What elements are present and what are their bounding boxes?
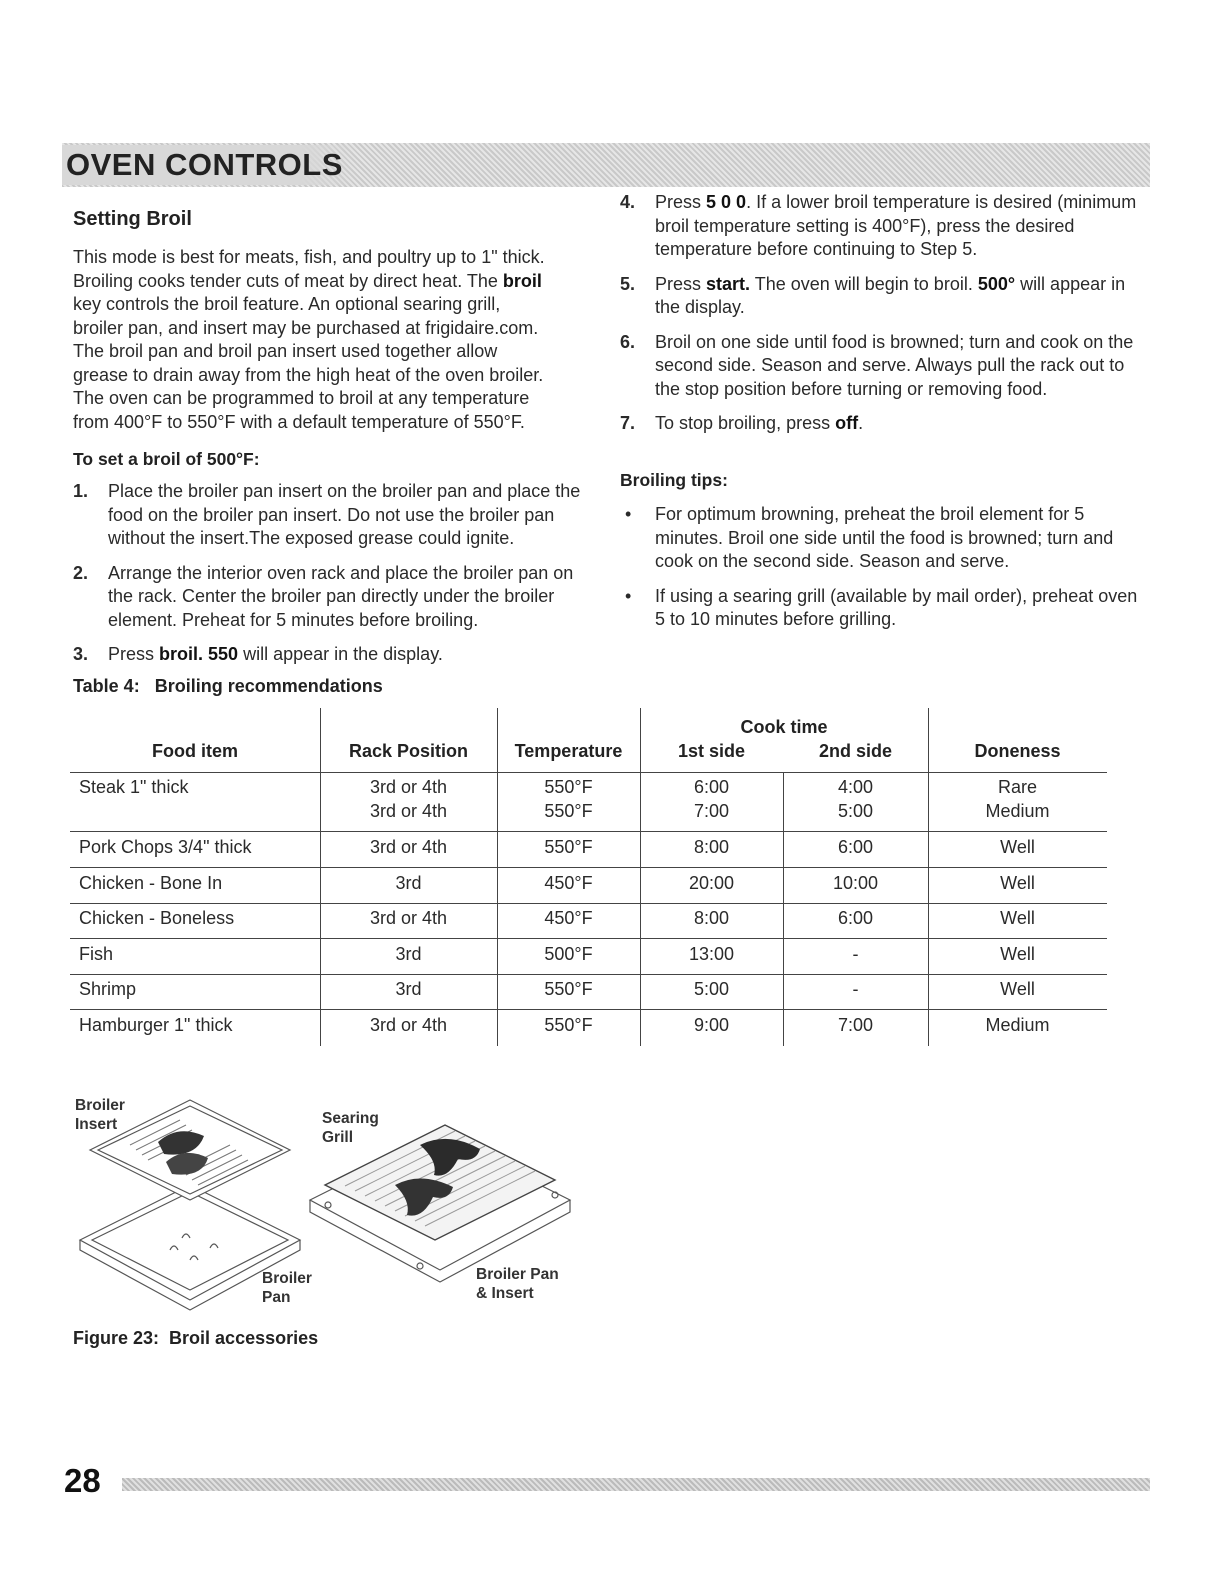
first-side-cell: 20:00 — [688, 873, 735, 893]
header-first-side: 1st side — [677, 741, 746, 761]
rack-cell: 3rd — [395, 873, 422, 893]
rack-cell: 3rd or 4th 3rd or 4th — [369, 777, 448, 821]
tip-item: • If using a searing grill (available by mail order), preheat oven 5 to 10 minutes before grilling. — [620, 585, 1145, 632]
first-side-cell: 9:00 — [693, 1015, 730, 1035]
rack-cell: 3rd — [395, 944, 422, 964]
row-divider — [70, 772, 1107, 773]
food-item-cell: Shrimp — [79, 979, 137, 999]
step-4: 4. Press 5 0 0. If a lower broil temperature is desired (minimum broil temperature setting is 400°F), press the desired temperature before continuing to Step 5. — [620, 192, 1137, 259]
intro-line: key controls the broil feature. An optional searing grill, — [73, 294, 501, 314]
intro-line: This mode is best for meats, fish, and poultry up to 1" thick. — [73, 247, 545, 267]
step-7: 7. To stop broiling, press off. — [620, 413, 864, 433]
page-number: 28 — [64, 1462, 101, 1499]
left-steps — [73, 480, 598, 667]
doneness-cell: Rare Medium — [985, 777, 1050, 821]
header-doneness: Doneness — [974, 741, 1061, 761]
second-side-cell: 7:00 — [837, 1015, 874, 1035]
first-side-cell: 8:00 — [693, 837, 730, 857]
label-broiler-insert: Broiler Insert — [75, 1097, 125, 1133]
intro-line: The broil pan and broil pan insert used together allow — [73, 341, 498, 361]
intro-paragraph — [73, 246, 598, 434]
first-side-cell: 6:00 7:00 — [693, 777, 730, 821]
first-side-cell: 8:00 — [693, 908, 730, 928]
label-broiler-pan: Broiler Pan — [262, 1270, 312, 1306]
step-3: 3. Press broil. 550 will appear in the display. — [73, 644, 443, 664]
row-divider — [70, 938, 1107, 939]
temp-cell: 550°F — [544, 1015, 593, 1035]
second-side-cell: - — [852, 979, 859, 999]
doneness-cell: Well — [1000, 837, 1035, 857]
second-side-cell: 4:00 5:00 — [837, 777, 874, 821]
broil-key-bold: broil — [502, 270, 542, 291]
label-searing-grill: Searing Grill — [322, 1110, 379, 1146]
food-item-cell: Chicken - Bone In — [79, 873, 223, 893]
row-divider — [70, 867, 1107, 868]
step-1: 1. Place the broiler pan insert on the broiler pan and place the food on the broiler pan insert. Do not use the broiler pan without the insert.The exposed grease could ignite. — [73, 481, 581, 548]
right-steps — [620, 191, 1145, 436]
intro-line: from 400°F to 550°F with a default temperature of 550°F. — [73, 411, 525, 432]
intro-line: Broiling cooks tender cuts of meat by direct heat. The broil — [73, 270, 542, 291]
section-title: OVEN CONTROLS — [62, 145, 359, 185]
header-food-item: Food item — [152, 741, 238, 761]
label-broiler-pan-insert: Broiler Pan & Insert — [476, 1266, 559, 1302]
intro-line: broiler pan, and insert may be purchased at frigidaire.com. — [73, 317, 539, 338]
second-side-cell: 10:00 — [832, 873, 879, 893]
second-side-cell: 6:00 — [837, 837, 874, 857]
tip-item: • For optimum browning, preheat the broil element for 5 minutes. Broil one side until the food is browned; turn and cook on the second side. Season and serve. — [620, 503, 1145, 574]
rack-cell: 3rd — [395, 979, 422, 999]
temp-cell: 550°F — [544, 979, 593, 999]
cook-time-header: Cook time — [740, 717, 828, 737]
temp-cell: 550°F 550°F — [544, 777, 593, 821]
food-item-cell: Fish — [79, 944, 114, 964]
steps-subheading: To set a broil of 500°F: — [73, 449, 260, 469]
step-6: 6. Broil on one side until food is browned; turn and cook on the second side. Season and serve. Always pull the rack out to the stop position before turning or removing food. — [620, 331, 1134, 399]
first-side-cell: 13:00 — [688, 944, 735, 964]
header-rack-position: Rack Position — [348, 741, 469, 761]
temp-cell: 450°F — [544, 873, 593, 893]
footer-bar — [122, 1478, 1150, 1491]
temp-cell: 500°F — [544, 944, 593, 964]
tips-list — [620, 503, 1145, 632]
second-side-cell: - — [852, 944, 859, 964]
section-header-bar — [62, 143, 1150, 187]
food-item-cell: Chicken - Boneless — [79, 908, 235, 928]
header-second-side: 2nd side — [818, 741, 893, 761]
temp-cell: 550°F — [544, 837, 593, 857]
first-side-cell: 5:00 — [693, 979, 730, 999]
temp-cell: 450°F — [544, 908, 593, 928]
intro-line: The oven can be programmed to broil at any temperature — [73, 388, 530, 408]
header-temperature: Temperature — [514, 741, 623, 761]
doneness-cell: Well — [1000, 908, 1035, 928]
rack-cell: 3rd or 4th — [369, 837, 448, 857]
table-caption: Table 4: Broiling recommendations — [73, 676, 383, 696]
food-item-cell: Pork Chops 3/4" thick — [79, 837, 252, 857]
rack-cell: 3rd or 4th — [369, 908, 448, 928]
food-item-cell: Steak 1" thick — [79, 777, 189, 797]
row-divider — [70, 974, 1107, 975]
food-item-cell: Hamburger 1" thick — [79, 1015, 233, 1035]
step-2: 2. Arrange the interior oven rack and place the broiler pan on the rack. Center the broiler pan directly under the broiler element. Preheat for 5 minutes before broiling. — [73, 562, 574, 630]
setting-broil-heading: Setting Broil — [73, 208, 192, 230]
second-side-cell: 6:00 — [837, 908, 874, 928]
doneness-cell: Well — [1000, 944, 1035, 964]
rack-cell: 3rd or 4th — [369, 1015, 448, 1035]
step-5: 5. Press start. The oven will begin to broil. 500° will appear in the display. — [620, 273, 1126, 317]
broiling-table — [70, 708, 1107, 1048]
doneness-cell: Well — [1000, 979, 1035, 999]
intro-line: grease to drain away from the high heat of the oven broiler. — [73, 364, 544, 385]
doneness-cell: Medium — [985, 1015, 1050, 1035]
tips-heading: Broiling tips: — [620, 470, 728, 490]
row-divider — [70, 1009, 1107, 1010]
row-divider — [70, 831, 1107, 832]
row-divider — [70, 903, 1107, 904]
doneness-cell: Well — [1000, 873, 1035, 893]
figure-caption: Figure 23: Broil accessories — [73, 1328, 319, 1348]
